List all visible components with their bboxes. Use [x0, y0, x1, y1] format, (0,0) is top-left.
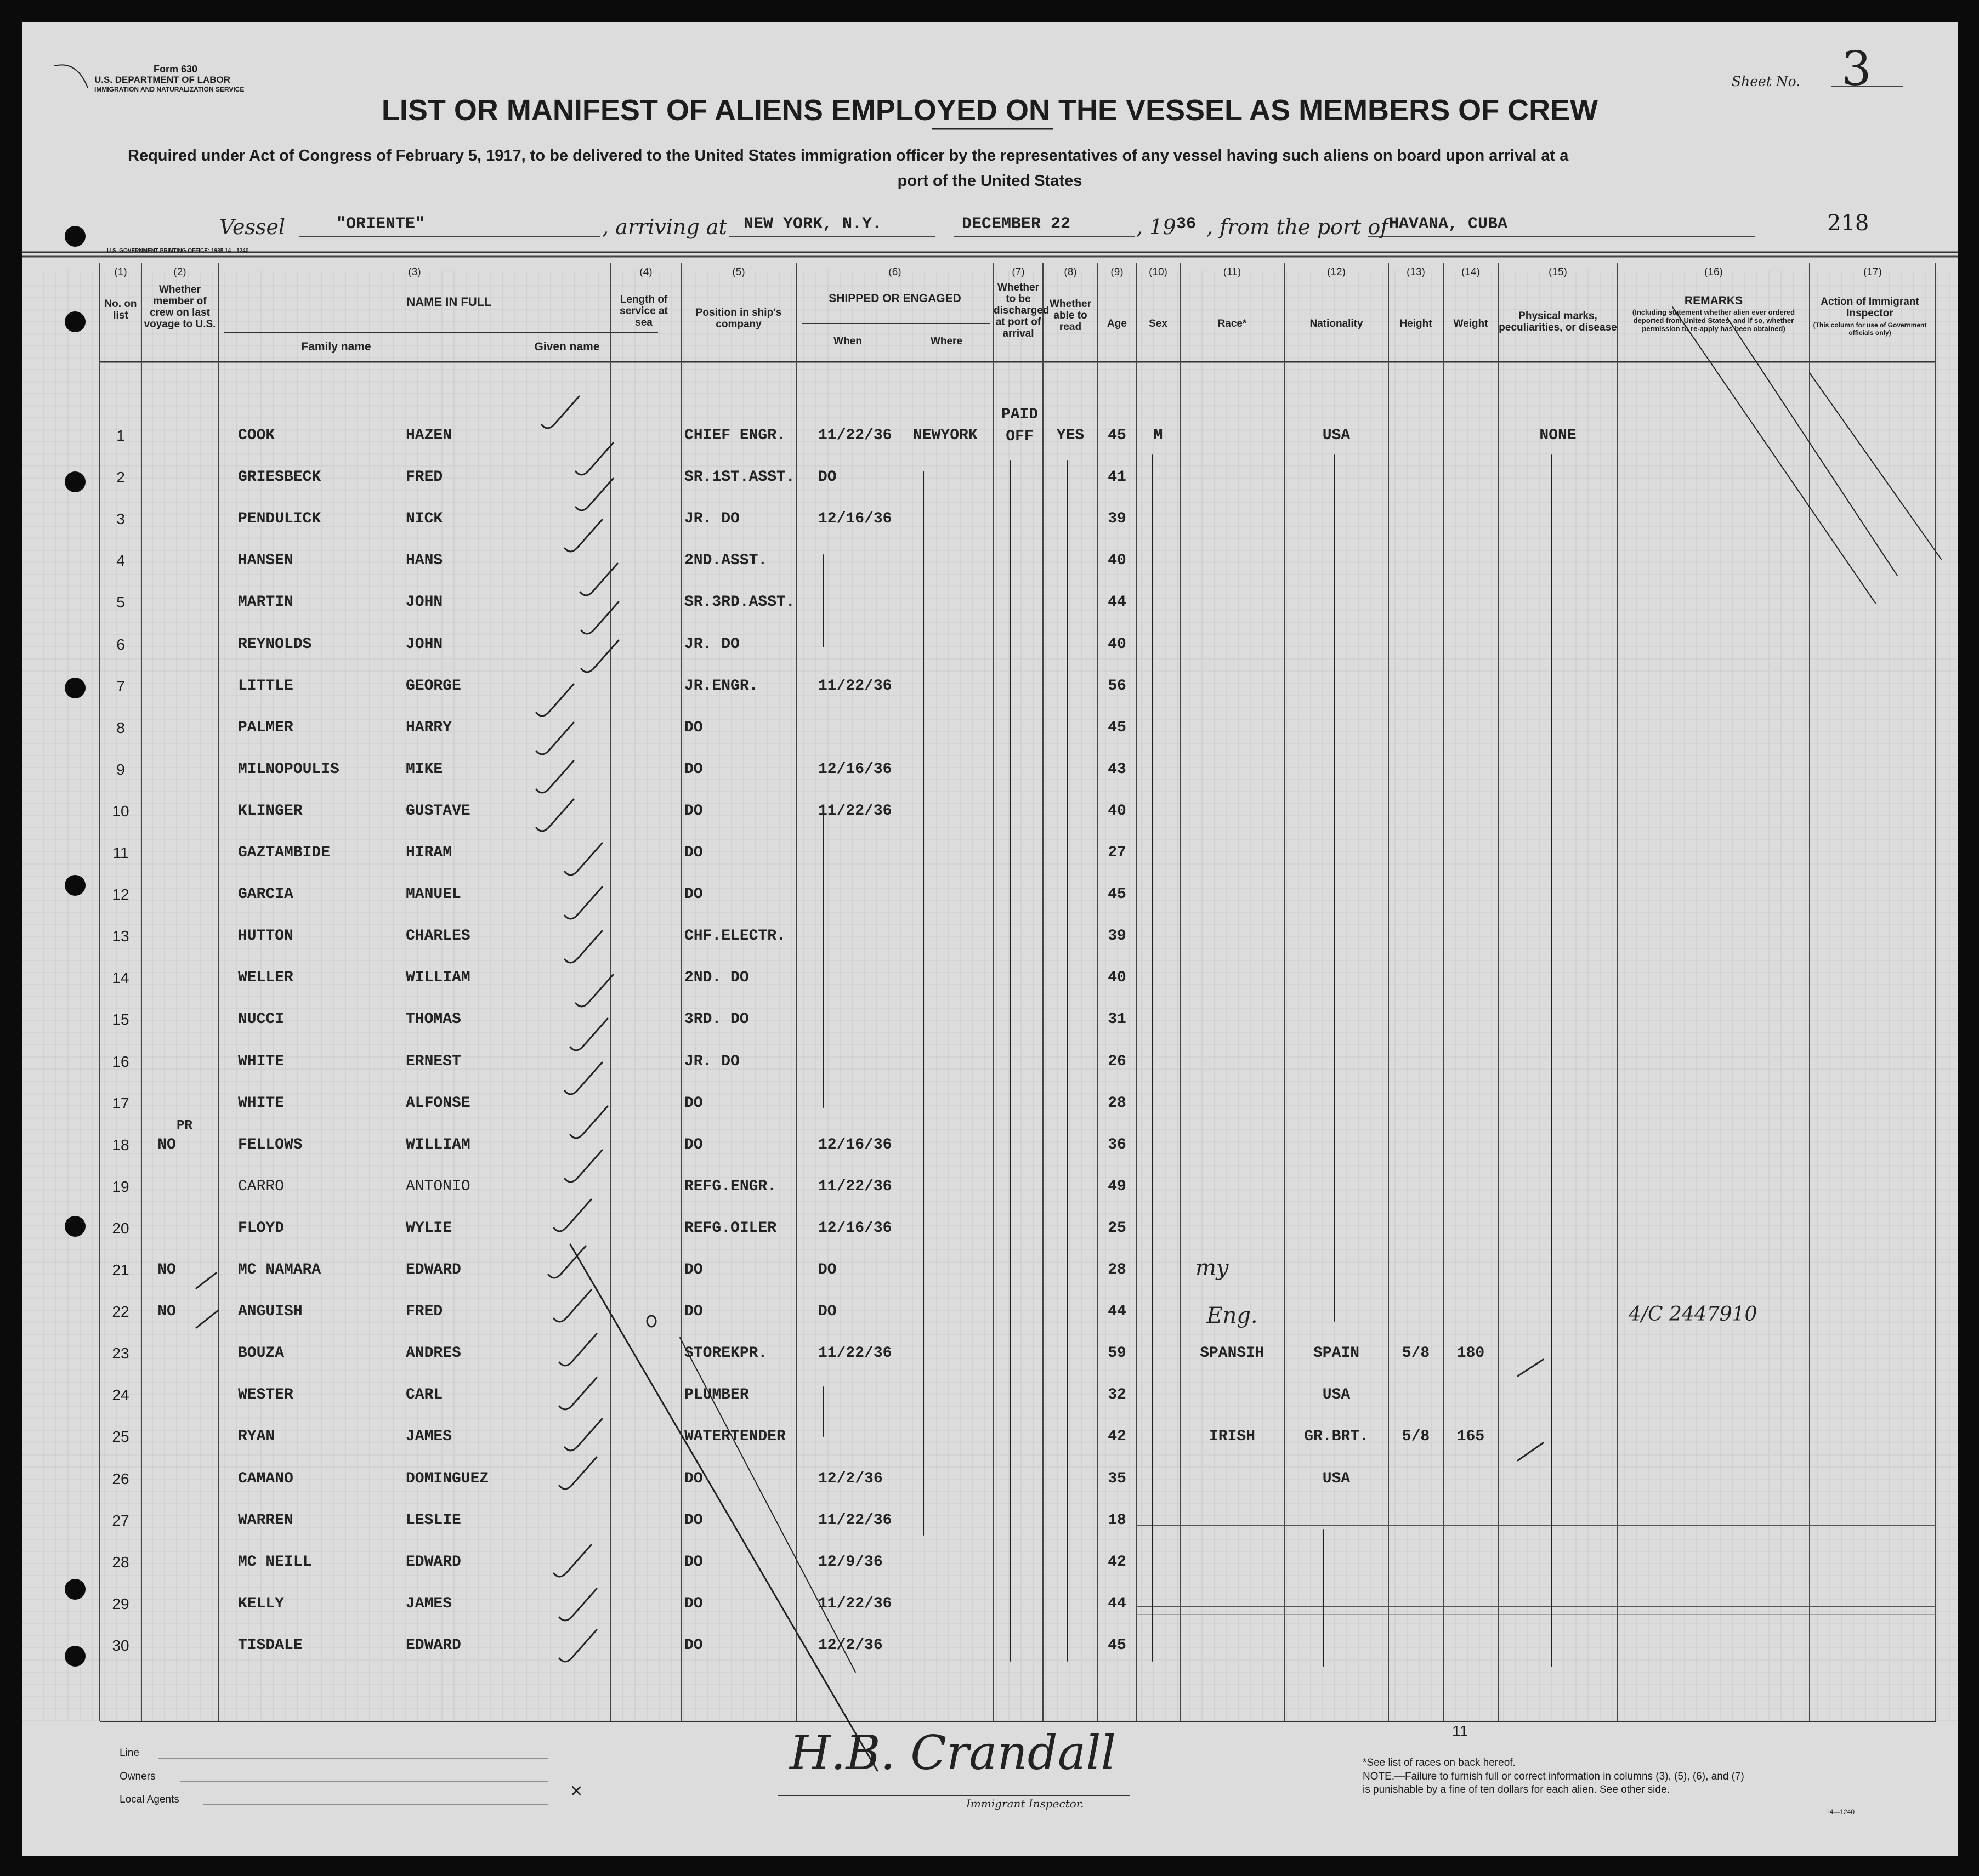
age: 42 [1108, 1554, 1126, 1571]
position: DO [684, 803, 703, 820]
col17-header: Action of Immigrant Inspector [1821, 296, 1919, 319]
age: 45 [1108, 886, 1126, 903]
given-name: HANS [406, 552, 443, 569]
given-name: FRED [406, 1303, 443, 1320]
binder-hole [65, 678, 86, 698]
col1-header: No. on list [104, 298, 137, 321]
col8-header: Whether able to read [1050, 298, 1091, 333]
row-number: 14 [112, 969, 129, 986]
form-service: IMMIGRATION AND NATURALIZATION SERVICE [94, 86, 245, 93]
binder-hole [65, 226, 86, 247]
age: 36 [1108, 1136, 1126, 1153]
age: 45 [1108, 1637, 1126, 1654]
given-name: DOMINGUEZ [406, 1470, 489, 1487]
given-name: WILLIAM [406, 969, 470, 986]
age: 45 [1108, 719, 1126, 736]
given-name: EDWARD [406, 1637, 461, 1654]
age: 40 [1108, 636, 1126, 653]
race: Eng. [1206, 1303, 1258, 1328]
tally-mark: 11 [1452, 1722, 1468, 1739]
column-number: (6) [888, 266, 901, 278]
position: DO [684, 886, 703, 903]
shipped-when: 12/16/36 [818, 1136, 892, 1153]
shipped-when: DO [818, 1303, 837, 1320]
year-prefix: , 19 [1136, 215, 1176, 239]
row-number: 5 [116, 594, 125, 611]
row-number: 3 [116, 510, 125, 527]
col2-header: Whether member of crew on last voyage to U.S. [144, 284, 216, 330]
family-name: NUCCI [238, 1011, 285, 1028]
family-name: ANGUISH [238, 1303, 303, 1320]
shipped-when: 11/22/36 [818, 427, 892, 444]
age: 26 [1108, 1053, 1126, 1070]
column-number: (14) [1461, 266, 1480, 278]
row-number: 13 [112, 928, 129, 945]
discharged: PAID OFF [1001, 406, 1039, 445]
age: 43 [1108, 761, 1126, 778]
shipped-when: 11/22/36 [818, 1512, 892, 1529]
age: 44 [1108, 1595, 1126, 1612]
family-name: WHITE [238, 1095, 285, 1112]
position: JR. DO [684, 510, 740, 527]
family-name: COOK [238, 427, 275, 444]
age: 40 [1108, 552, 1126, 569]
row-number: 11 [112, 844, 129, 861]
age: 45 [1108, 427, 1126, 444]
row-number: 17 [112, 1095, 129, 1112]
row-number: 30 [112, 1637, 129, 1654]
row-number: 21 [112, 1261, 129, 1278]
sheet-label: Sheet No. [1732, 73, 1801, 89]
row-number: 9 [116, 761, 125, 778]
circle-mark [647, 1316, 656, 1327]
inspector-signature: H.B. Crandall [790, 1726, 1116, 1781]
col14-header: Weight [1453, 318, 1488, 329]
position: REFG.ENGR. [684, 1178, 777, 1195]
given-name: JOHN [406, 594, 443, 611]
fine-note-1: NOTE.—Failure to furnish full or correct information in columns (3), (5), (6), and (7) [1363, 1771, 1744, 1782]
binder-hole [65, 1579, 86, 1600]
family-name: TISDALE [238, 1637, 303, 1654]
height: 5/8 [1402, 1428, 1430, 1445]
nationality: SPAIN [1313, 1345, 1359, 1362]
shipped-when: 12/2/36 [818, 1637, 883, 1654]
race: IRISH [1209, 1428, 1255, 1445]
given-name: EDWARD [406, 1261, 461, 1278]
position: DO [684, 844, 703, 861]
column-number: (3) [408, 266, 421, 278]
family-name: HANSEN [238, 552, 293, 569]
row-number: 18 [112, 1136, 129, 1153]
check-mark [565, 1150, 602, 1182]
owners-label: Owners [120, 1771, 156, 1782]
family-name: PENDULICK [238, 510, 321, 527]
shipped-when: 11/22/36 [818, 1595, 892, 1612]
weight: 180 [1456, 1345, 1485, 1362]
nationality: USA [1322, 1386, 1351, 1403]
age: 39 [1108, 510, 1126, 527]
check-mark [576, 479, 613, 510]
family-name: LITTLE [238, 678, 293, 695]
arrival-date: DECEMBER 22 [962, 215, 1071, 234]
row-number: 4 [116, 552, 125, 569]
row-number: 29 [112, 1595, 129, 1612]
family-name: REYNOLDS [238, 636, 312, 653]
column-number: (16) [1704, 266, 1723, 278]
inspector-label: Immigrant Inspector. [966, 1797, 1084, 1810]
row-number: 7 [116, 678, 125, 695]
line-label: Line [120, 1747, 139, 1759]
shipped-when: 12/16/36 [818, 510, 892, 527]
given-name: MIKE [406, 761, 443, 778]
family-name: FLOYD [238, 1220, 285, 1237]
check-mark [565, 520, 602, 552]
column-number: (13) [1407, 266, 1425, 278]
position: 3RD. DO [684, 1011, 749, 1028]
given-name: FRED [406, 469, 443, 486]
shipped-when: 11/22/36 [818, 1178, 892, 1195]
row-number: 26 [112, 1470, 129, 1487]
scratch-mark [55, 65, 88, 88]
age: 35 [1108, 1470, 1126, 1487]
subtitle-line-1: Required under Act of Congress of February 5, 1917, to be delivered to the United States immigration officer by the representatives of any vessel having such aliens on board upon arrival at a [128, 147, 1569, 164]
shipped-where: NEWYORK [913, 427, 978, 444]
shipped-when: DO [818, 469, 837, 486]
given-name: HAZEN [406, 427, 452, 444]
given-name: GUSTAVE [406, 803, 470, 820]
position: JR. DO [684, 636, 740, 653]
tick-mark [1518, 1443, 1543, 1460]
row-number: 23 [112, 1345, 129, 1362]
col17-note: (This column for use of Government officials only) [1813, 321, 1927, 337]
manifest-sheet [22, 22, 1958, 1856]
footer-x-mark: × [570, 1780, 583, 1803]
column-number: (2) [173, 266, 186, 278]
check-mark [565, 1419, 602, 1451]
family-name: KLINGER [238, 803, 303, 820]
family-name: MILNOPOULIS [238, 761, 339, 778]
check-mark [565, 1062, 602, 1094]
binder-hole [65, 471, 86, 492]
nationality: USA [1322, 1470, 1351, 1487]
position: DO [684, 761, 703, 778]
age: 25 [1108, 1220, 1126, 1237]
row-number: 25 [112, 1428, 129, 1445]
col6-where-header: Where [930, 336, 963, 347]
row-number: 27 [112, 1512, 129, 1529]
year-suffix: 36 [1176, 215, 1197, 234]
family-name: BOUZA [238, 1345, 285, 1362]
position: DO [684, 1095, 703, 1112]
row-number: 28 [112, 1554, 129, 1571]
family-name: WELLER [238, 969, 293, 986]
row-number: 24 [112, 1386, 129, 1403]
check-mark [565, 887, 602, 919]
check-mark [542, 396, 579, 428]
crew-last-voyage: NO [157, 1303, 176, 1320]
given-name: CHARLES [406, 928, 470, 945]
position: DO [684, 1512, 703, 1529]
remarks: 4/C 2447910 [1629, 1303, 1757, 1326]
check-mark [576, 443, 613, 475]
age: 49 [1108, 1178, 1126, 1195]
family-name: MC NAMARA [238, 1261, 321, 1278]
position: STOREKPR. [684, 1345, 768, 1362]
agents-label: Local Agents [120, 1794, 179, 1805]
col10-header: Sex [1149, 318, 1167, 329]
given-name: THOMAS [406, 1011, 461, 1028]
col16-note: (Including statement whether alien ever ordered deported from United States, and if so, whether permission to re-apply has been obtained) [1632, 308, 1795, 333]
family-name: HUTTON [238, 928, 293, 945]
given-name: HARRY [406, 719, 452, 736]
family-name: PALMER [238, 719, 293, 736]
row-number: 20 [112, 1220, 129, 1237]
position: DO [684, 1595, 703, 1612]
column-number: (4) [639, 266, 653, 278]
check-mark [576, 975, 613, 1007]
given-name: JAMES [406, 1428, 452, 1445]
position: PLUMBER [684, 1386, 749, 1403]
printing-office-line: U.S. GOVERNMENT PRINTING OFFICE: 1935 14—1240 [107, 248, 249, 254]
col3-given-header: Given name [534, 340, 600, 353]
family-name: GRIESBECK [238, 469, 321, 486]
nationality: GR.BRT. [1304, 1428, 1369, 1445]
races-note: *See list of races on back hereof. [1363, 1757, 1516, 1769]
column-number: (9) [1110, 266, 1124, 278]
row-number: 6 [116, 636, 125, 653]
binder-hole [65, 875, 86, 896]
row-number: 15 [112, 1011, 129, 1028]
col11-header: Race* [1217, 318, 1247, 329]
height: 5/8 [1402, 1345, 1430, 1362]
family-name: WARREN [238, 1512, 293, 1529]
from-port: HAVANA, CUBA [1389, 215, 1508, 234]
given-name: CARL [406, 1386, 443, 1403]
given-name: ANDRES [406, 1345, 461, 1362]
col15-header: Physical marks, peculiarities, or disease [1499, 310, 1617, 333]
able-to-read: YES [1056, 427, 1085, 444]
diagonal-strike [570, 1244, 877, 1771]
age: 59 [1108, 1345, 1126, 1362]
age: 27 [1108, 844, 1126, 861]
position: CHIEF ENGR. [684, 427, 786, 444]
position: WATERTENDER [684, 1428, 786, 1445]
given-name: ANTONIO [406, 1178, 470, 1195]
row21-race-mark: my [1195, 1255, 1229, 1281]
nationality: USA [1322, 427, 1351, 444]
position: DO [684, 1136, 703, 1153]
page-number: 218 [1827, 211, 1869, 236]
col6-header: SHIPPED OR ENGAGED [829, 292, 961, 305]
position: JR.ENGR. [684, 678, 758, 695]
page-title: LIST OR MANIFEST OF ALIENS EMPLOYED ON THE VESSEL AS MEMBERS OF CREW [381, 94, 1598, 127]
col3-family-header: Family name [301, 340, 371, 353]
position: DO [684, 1470, 703, 1487]
row-number: 12 [112, 886, 129, 903]
physical-marks: NONE [1539, 427, 1577, 444]
shipped-when: DO [818, 1261, 837, 1278]
diagonal-strike [1672, 307, 1875, 603]
position: SR.1ST.ASST. [684, 469, 795, 486]
form-number: Form 630 [154, 64, 198, 75]
crew-last-voyage: NO [157, 1136, 176, 1153]
age: 41 [1108, 469, 1126, 486]
family-name: GAZTAMBIDE [238, 844, 331, 861]
column-number: (17) [1863, 266, 1882, 278]
family-name: MC NEILL [238, 1554, 312, 1571]
shipped-when: 11/22/36 [818, 678, 892, 695]
position: JR. DO [684, 1053, 740, 1070]
position: CHF.ELECTR. [684, 928, 786, 945]
column-number: (8) [1064, 266, 1077, 278]
shipped-when: 11/22/36 [818, 803, 892, 820]
age: 40 [1108, 803, 1126, 820]
position: DO [684, 1554, 703, 1571]
sex: M [1153, 427, 1163, 444]
row-number: 1 [116, 427, 125, 444]
check-mark [565, 843, 602, 875]
column-number: (5) [732, 266, 745, 278]
given-name: NICK [406, 510, 443, 527]
footer-form-code: 14—1240 [1826, 1808, 1855, 1816]
row-number: 10 [112, 803, 129, 820]
position: REFG.OILER [684, 1220, 777, 1237]
given-name: EDWARD [406, 1554, 461, 1571]
given-name: HIRAM [406, 844, 452, 861]
given-name: WYLIE [406, 1220, 452, 1237]
check-mark [570, 1019, 608, 1050]
family-name: RYAN [238, 1428, 275, 1445]
given-name: ERNEST [406, 1053, 461, 1070]
position: 2ND. DO [684, 969, 749, 986]
age: 32 [1108, 1386, 1126, 1403]
col3-header: NAME IN FULL [406, 295, 492, 309]
arriving-port: NEW YORK, N.Y. [744, 215, 882, 234]
weight: 165 [1456, 1428, 1485, 1445]
given-name: MANUEL [406, 886, 461, 903]
family-name: CARRO [238, 1178, 285, 1195]
row-number: 2 [116, 469, 125, 486]
col16-header: REMARKS [1684, 294, 1743, 307]
row-number: 8 [116, 719, 125, 736]
given-name: JAMES [406, 1595, 452, 1612]
col6-when-header: When [833, 336, 862, 347]
age: 40 [1108, 969, 1126, 986]
from-port-label: , from the port of [1206, 215, 1388, 239]
age: 28 [1108, 1095, 1126, 1112]
fine-note-2: is punishable by a fine of ten dollars for each alien. See other side. [1363, 1784, 1670, 1795]
col13-header: Height [1399, 318, 1432, 329]
given-name: LESLIE [406, 1512, 461, 1529]
shipped-when: 12/9/36 [818, 1554, 883, 1571]
col4-header: Length of service at sea [620, 294, 668, 328]
column-number: (12) [1327, 266, 1346, 278]
row-number: 22 [112, 1303, 129, 1320]
column-number: (15) [1549, 266, 1567, 278]
form-department: U.S. DEPARTMENT OF LABOR [94, 75, 231, 85]
vessel-label: Vessel [219, 215, 286, 239]
binder-hole [65, 1646, 86, 1667]
position: SR.3RD.ASST. [684, 594, 795, 611]
age: 31 [1108, 1011, 1126, 1028]
age: 18 [1108, 1512, 1126, 1529]
subtitle-line-2: port of the United States [897, 172, 1082, 190]
column-number: (10) [1149, 266, 1167, 278]
shipped-when: 11/22/36 [818, 1345, 892, 1362]
col7-header: Whether to be discharged at port of arrival [994, 282, 1050, 339]
position: DO [684, 719, 703, 736]
given-name: GEORGE [406, 678, 461, 695]
arriving-label: , arriving at [602, 215, 727, 239]
shipped-when: 12/16/36 [818, 1220, 892, 1237]
position: DO [684, 1261, 703, 1278]
sheet-number: 3 [1841, 42, 1872, 96]
given-name: JOHN [406, 636, 443, 653]
race: SPANSIH [1200, 1345, 1264, 1362]
family-name: KELLY [238, 1595, 285, 1612]
check-mark [565, 931, 602, 963]
position: DO [684, 1303, 703, 1320]
family-name: MARTIN [238, 594, 293, 611]
diagonal-strike [1727, 318, 1897, 576]
shipped-when: 12/2/36 [818, 1470, 883, 1487]
column-number: (7) [1012, 266, 1025, 278]
row18-annotation: PR [177, 1118, 192, 1133]
tick-mark [1518, 1360, 1543, 1376]
shipped-when: 12/16/36 [818, 761, 892, 778]
family-name: WHITE [238, 1053, 285, 1070]
slash-mark [196, 1310, 218, 1328]
given-name: WILLIAM [406, 1136, 470, 1153]
age: 44 [1108, 594, 1126, 611]
age: 39 [1108, 928, 1126, 945]
crew-last-voyage: NO [157, 1261, 176, 1278]
binder-hole [65, 1216, 86, 1237]
col9-header: Age [1107, 318, 1127, 329]
family-name: FELLOWS [238, 1136, 303, 1153]
position: DO [684, 1637, 703, 1654]
family-name: CAMANO [238, 1470, 293, 1487]
column-number: (1) [114, 266, 127, 278]
row-number: 16 [112, 1053, 129, 1070]
age: 44 [1108, 1303, 1126, 1320]
given-name: ALFONSE [406, 1095, 470, 1112]
family-name: GARCIA [238, 886, 293, 903]
column-number: (11) [1223, 266, 1241, 278]
vessel-name: "ORIENTE" [336, 215, 426, 234]
col5-header: Position in ship's company [695, 307, 782, 330]
position: 2ND.ASST. [684, 552, 768, 569]
row-number: 19 [112, 1178, 129, 1195]
col12-header: Nationality [1309, 318, 1363, 329]
age: 28 [1108, 1261, 1126, 1278]
age: 42 [1108, 1428, 1126, 1445]
binder-hole [65, 311, 86, 332]
age: 56 [1108, 678, 1126, 695]
check-mark [570, 1106, 608, 1138]
family-name: WESTER [238, 1386, 293, 1403]
